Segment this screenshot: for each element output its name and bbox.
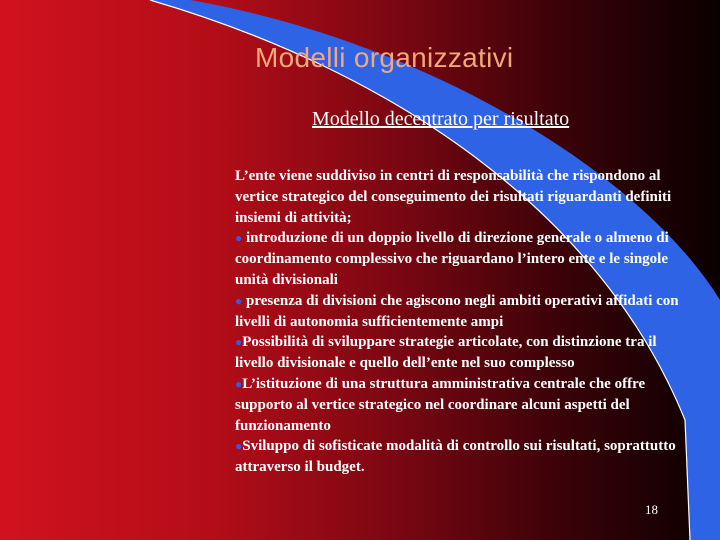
bullet-item: [235, 291, 695, 333]
bullet-icon: ●: [235, 335, 243, 350]
bullet-icon: ●: [235, 231, 243, 246]
bullet-text: Sviluppo di sofisticate modalità di controllo sui risultati, soprattutto attraverso il budget.: [235, 438, 676, 476]
slide-title: Modelli organizzativi: [255, 42, 514, 73]
bullet-text: Possibilità di sviluppare strategie articolate, con distinzione tra il livello divisionale e quello dell’ente nel suo complesso: [235, 334, 657, 372]
bullet-text: introduzione di un doppio livello di direzione generale o almeno di coordinamento complessivo che riguardano l’intero ente e le singole unità divisionali: [235, 230, 669, 288]
slide-subtitle: Modello decentrato per risultato: [312, 108, 570, 130]
bullet-item: [235, 436, 695, 478]
bullet-text: presenza di divisioni che agiscono negli ambiti operativi affidati con livelli di autonomia sufficientemente ampi: [235, 292, 679, 330]
bullet-item: [235, 228, 695, 290]
bullet-item: [235, 332, 695, 374]
intro-paragraph: L’ente viene suddiviso in centri di responsabilità che rispondono al vertice strategico del conseguimento dei risultati riguardanti definiti insiemi di attività;: [235, 168, 672, 226]
bullet-icon: ●: [235, 376, 243, 391]
bullet-item: [235, 374, 695, 436]
slide-body: [235, 166, 695, 478]
bullet-icon: ●: [235, 439, 243, 454]
bullet-text: L’istituzione di una struttura amministrativa centrale che offre supporto al vertice strategico nel coordinare alcuni aspetti del funzionamento: [235, 375, 646, 434]
bullet-icon: ●: [235, 293, 243, 308]
page-number: 18: [645, 502, 658, 517]
